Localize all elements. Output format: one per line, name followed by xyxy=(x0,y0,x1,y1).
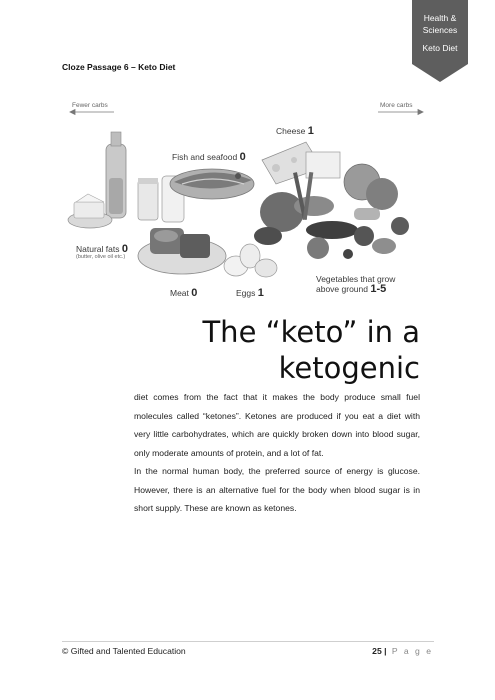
topic-tag xyxy=(412,0,468,82)
body-paragraph-1: diet comes from the fact that it makes the body produce small fuel molecules called “ketones”. Ketones are produced if you eat a diet with very little carbohydrates, which are quickly broken down into blood sugar, only moderate amounts of protein, and a lot of fat. xyxy=(134,392,420,458)
eggs-carb-value: 1 xyxy=(257,287,264,299)
footer-page xyxy=(372,646,433,656)
vegetables-name-line2: above ground xyxy=(316,284,368,294)
cheese-label xyxy=(276,126,314,136)
cheese-carb-value: 1 xyxy=(307,125,314,137)
heading-line-1: The “keto” in a xyxy=(202,315,420,349)
oil-bottle-image xyxy=(106,132,126,218)
footer-divider xyxy=(62,641,434,642)
more-carbs-label: More carbs xyxy=(380,102,413,109)
fewer-carbs-label: Fewer carbs xyxy=(72,102,108,109)
page-number: 25 xyxy=(372,646,382,656)
section-heading xyxy=(202,314,420,386)
tag-topic: Keto Diet xyxy=(422,43,458,53)
passage-title: Cloze Passage 6 – Keto Diet xyxy=(62,62,176,72)
fewer-carbs-arrow xyxy=(70,110,114,115)
cheese-name: Cheese xyxy=(276,126,306,136)
page-separator: | xyxy=(384,646,387,656)
vegetables-name-line1: Vegetables that grow xyxy=(316,274,396,284)
keto-food-illustration xyxy=(62,98,434,308)
natural-fats-name: Natural fats xyxy=(76,244,120,254)
more-carbs-arrow xyxy=(378,110,423,115)
meat-plate-image xyxy=(138,228,226,274)
fish-label xyxy=(172,152,246,162)
natural-fats-note: (butter, olive oil etc.) xyxy=(76,254,126,260)
natural-fats-carb-value: 0 xyxy=(121,243,128,255)
body-paragraph-2: In the normal human body, the preferred source of energy is glucose. However, there is an alternative fuel for the body when blood sugar is in short supply. These are known as ketones. xyxy=(134,466,420,513)
page-word: P a g e xyxy=(391,646,433,656)
footer-copyright: © Gifted and Talented Education xyxy=(62,646,186,656)
eggs-label xyxy=(236,288,264,298)
butter-dish-image xyxy=(68,194,112,228)
fish-name: Fish and seafood xyxy=(172,152,238,162)
tag-category: Health & Sciences xyxy=(422,13,458,35)
heading-line-2: ketogenic xyxy=(278,351,420,385)
jar-image xyxy=(138,178,158,220)
meat-name: Meat xyxy=(170,288,189,298)
passage-body xyxy=(134,388,420,518)
vegetables-carb-value: 1-5 xyxy=(370,283,387,295)
fish-carb-value: 0 xyxy=(239,151,246,163)
vegetables-label xyxy=(316,274,395,294)
eggs-image xyxy=(224,244,277,277)
fish-platter-image xyxy=(170,169,254,199)
meat-label xyxy=(170,288,197,298)
meat-carb-value: 0 xyxy=(191,287,198,299)
cheese-image xyxy=(262,142,340,184)
eggs-name: Eggs xyxy=(236,288,256,298)
natural-fats-label xyxy=(76,244,128,261)
